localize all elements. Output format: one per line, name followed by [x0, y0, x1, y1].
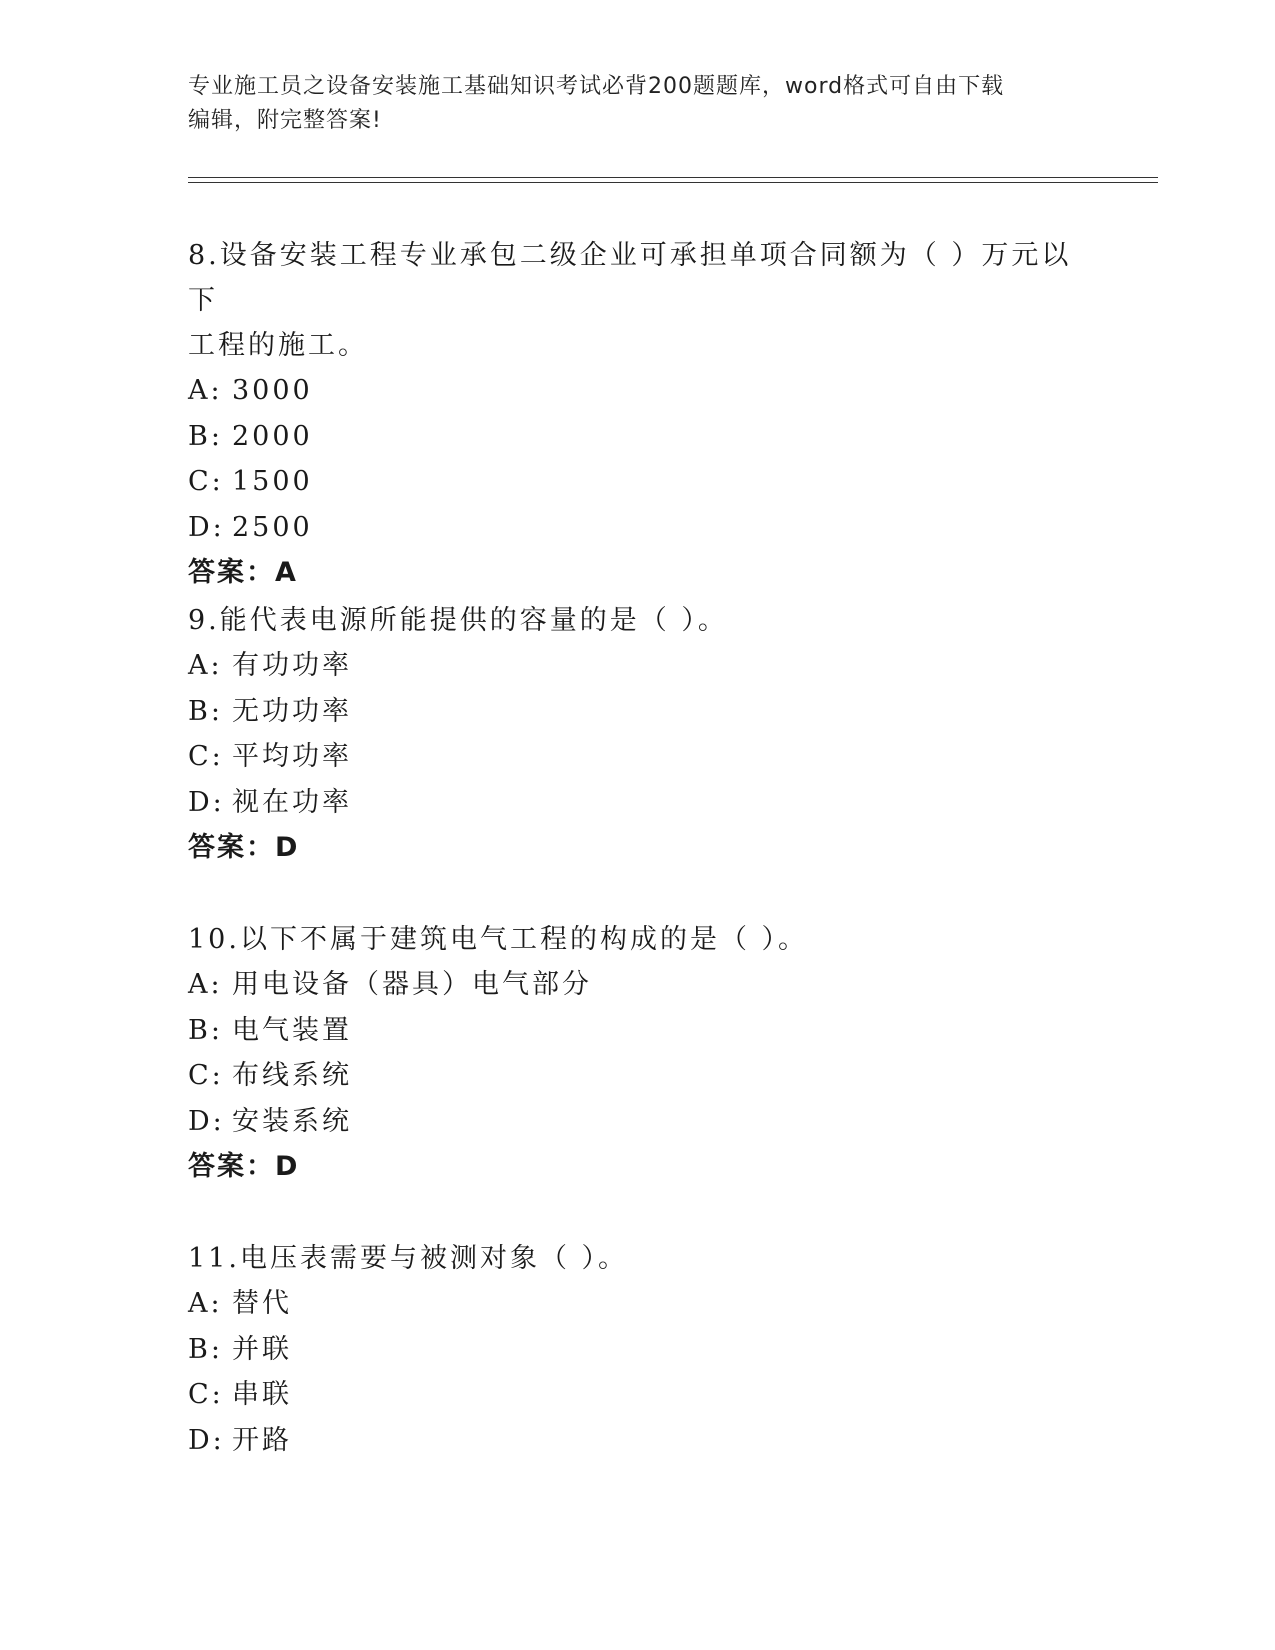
option-text: 无功功率: [232, 695, 352, 727]
option-key: C:: [188, 466, 224, 497]
option-text: 开路: [232, 1424, 292, 1456]
option-a: [188, 1281, 1088, 1327]
option-key: C:: [188, 741, 224, 772]
option-b: [188, 414, 1088, 460]
option-a: [188, 643, 1088, 689]
header-line-2: 编辑，附完整答案!: [188, 108, 382, 133]
question-9: [188, 598, 1088, 870]
option-key: C:: [188, 1379, 224, 1410]
question-stem: 8.设备安装工程专业承包二级企业可承担单项合同额为（ ）万元以下: [188, 240, 1072, 316]
question-stem: 10.以下不属于建筑电气工程的构成的是（ ）。: [188, 924, 809, 955]
option-text: 视在功率: [232, 786, 352, 818]
option-text: 并联: [232, 1333, 292, 1365]
question-8: [188, 233, 1088, 595]
option-b: [188, 1327, 1088, 1373]
option-c: [188, 734, 1088, 780]
header-divider-top: [188, 177, 1158, 178]
option-key: A:: [188, 375, 223, 406]
option-d: [188, 505, 1088, 551]
header-line-1: 专业施工员之设备安装施工基础知识考试必背200题题库，word格式可自由下载: [188, 74, 1005, 99]
option-text: 1500: [232, 466, 313, 497]
answer: 答案：A: [188, 557, 298, 588]
question-11: [188, 1236, 1088, 1463]
option-text: 2000: [232, 420, 313, 452]
option-key: C:: [188, 1060, 224, 1091]
option-text: 平均功率: [232, 741, 352, 772]
option-key: A:: [188, 969, 223, 1000]
option-text: 电气装置: [232, 1014, 352, 1046]
question-stem: 11.电压表需要与被测对象（ ）。: [188, 1243, 629, 1274]
option-text: 有功功率: [232, 650, 352, 681]
option-d: [188, 1418, 1088, 1464]
question-10: [188, 917, 1088, 1189]
option-text: 安装系统: [232, 1105, 352, 1137]
option-key: D:: [188, 786, 225, 818]
option-c: [188, 459, 1088, 505]
option-text: 用电设备（器具）电气部分: [232, 969, 592, 1000]
option-a: [188, 962, 1088, 1008]
document-header: [188, 70, 1088, 138]
answer: 答案：D: [188, 1151, 300, 1182]
option-b: [188, 689, 1088, 735]
option-text: 3000: [232, 375, 313, 406]
option-d: [188, 780, 1088, 826]
option-text: 串联: [232, 1379, 292, 1410]
option-key: B:: [188, 1014, 223, 1046]
option-key: B:: [188, 420, 223, 452]
option-key: D:: [188, 511, 225, 543]
option-a: [188, 368, 1088, 414]
option-d: [188, 1099, 1088, 1145]
option-text: 2500: [232, 511, 313, 543]
header-divider-bottom: [188, 182, 1158, 183]
answer: 答案：D: [188, 832, 300, 863]
option-b: [188, 1008, 1088, 1054]
option-c: [188, 1053, 1088, 1099]
question-stem: 9.能代表电源所能提供的容量的是（ ）。: [188, 605, 728, 636]
option-key: A:: [188, 650, 223, 681]
question-stem-continued: 工程的施工。: [188, 330, 368, 361]
option-key: B:: [188, 1333, 223, 1365]
option-key: B:: [188, 695, 223, 727]
option-text: 布线系统: [232, 1060, 352, 1091]
option-key: A:: [188, 1288, 223, 1319]
option-key: D:: [188, 1424, 225, 1456]
option-text: 替代: [232, 1288, 292, 1319]
option-c: [188, 1372, 1088, 1418]
option-key: D:: [188, 1105, 225, 1137]
